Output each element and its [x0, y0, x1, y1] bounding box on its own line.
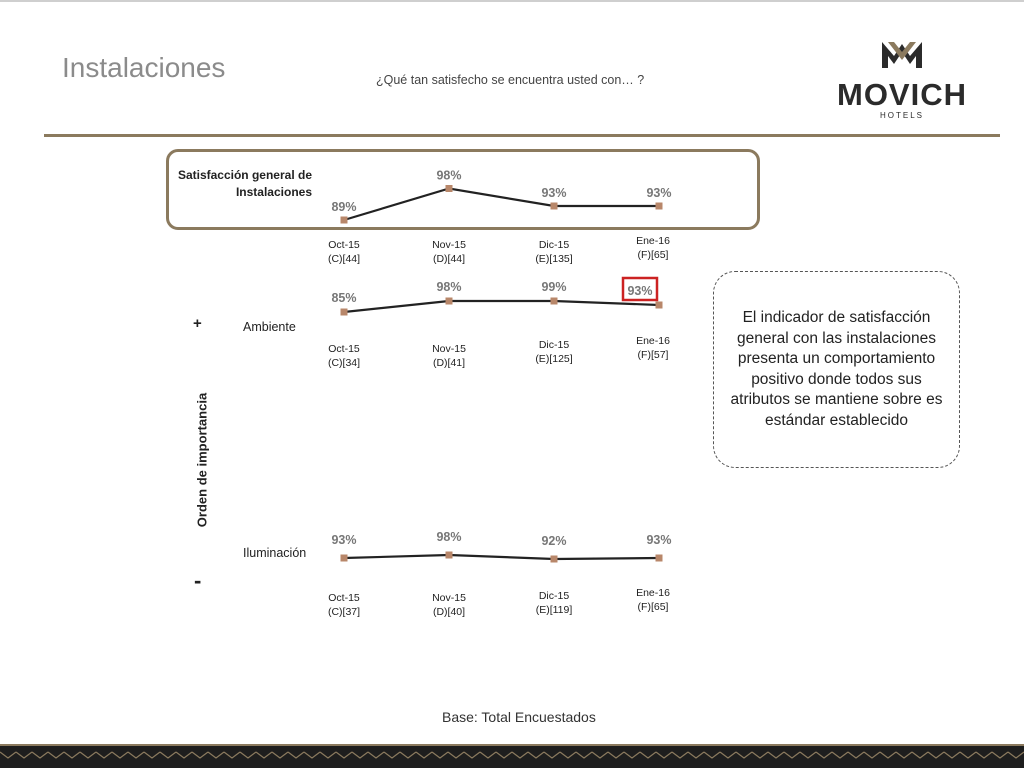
- logo-subtext: HOTELS: [879, 111, 925, 120]
- row-label-ambiente: Ambiente: [243, 320, 296, 334]
- category-count-1-3: (F)[57]: [637, 349, 669, 361]
- category-label-0-2: Dic-15: [538, 239, 570, 251]
- category-count-0-1: (D)[44]: [432, 253, 466, 265]
- series-line-1: [344, 301, 659, 312]
- category-label-2-0: Oct-15: [328, 592, 360, 604]
- category-count-0-0: (C)[44]: [327, 253, 361, 265]
- category-label-0-0: Oct-15: [328, 239, 360, 251]
- decorative-footer-band: [0, 744, 1024, 768]
- data-label-1-0: 85%: [331, 291, 357, 305]
- data-point-2-1: [446, 552, 453, 559]
- data-point-1-1: [446, 298, 453, 305]
- data-point-0-2: [551, 203, 558, 210]
- data-point-0-1: [446, 185, 453, 192]
- data-label-1-1: 98%: [436, 280, 462, 294]
- data-point-1-3: [656, 302, 663, 309]
- category-label-0-3: Ene-16: [636, 235, 670, 247]
- data-point-1-0: [341, 309, 348, 316]
- data-point-2-0: [341, 555, 348, 562]
- category-count-1-2: (E)[125]: [535, 353, 573, 365]
- category-label-1-3: Ene-16: [636, 335, 670, 347]
- logo-wordmark: MOVICH: [837, 77, 967, 112]
- category-label-1-2: Dic-15: [538, 339, 570, 351]
- category-label-1-1: Nov-15: [432, 343, 466, 355]
- data-label-0-1: 98%: [436, 168, 462, 183]
- row-label-iluminacion: Iluminación: [243, 546, 307, 560]
- survey-question: ¿Qué tan satisfecho se encuentra usted con… ?: [376, 73, 645, 87]
- category-label-2-2: Dic-15: [538, 590, 570, 602]
- data-point-2-2: [551, 556, 558, 563]
- data-label-0-0: 89%: [331, 200, 357, 214]
- plus-sign: +: [193, 315, 202, 332]
- category-label-0-1: Nov-15: [432, 239, 466, 251]
- data-label-1-3: 93%: [627, 284, 653, 298]
- data-point-2-3: [656, 555, 663, 562]
- category-count-1-0: (C)[34]: [327, 357, 361, 369]
- category-count-2-1: (D)[40]: [432, 606, 466, 618]
- series-line-0: [344, 189, 659, 221]
- data-label-2-2: 92%: [541, 534, 567, 548]
- category-count-2-2: (E)[119]: [535, 604, 573, 616]
- data-point-0-3: [656, 203, 663, 210]
- series-line-2: [344, 555, 659, 559]
- base-note: Base: Total Encuestados: [442, 709, 596, 725]
- data-point-0-0: [341, 217, 348, 224]
- importance-axis-label: Orden de importancia: [194, 392, 210, 528]
- category-label-1-0: Oct-15: [328, 343, 360, 355]
- data-label-0-3: 93%: [646, 186, 672, 200]
- data-label-2-3: 93%: [646, 533, 672, 547]
- overall-satisfaction-label: Satisfacción general de Instalaciones: [177, 168, 312, 199]
- minus-sign: -: [194, 568, 202, 593]
- category-count-0-3: (F)[65]: [637, 249, 669, 261]
- category-count-2-3: (F)[65]: [637, 601, 669, 613]
- category-label-2-1: Nov-15: [432, 592, 466, 604]
- category-count-1-1: (D)[41]: [432, 357, 466, 369]
- insight-callout: El indicador de satisfacción general con las instalaciones presenta un comportamiento positivo donde todos sus atributos se mantiene sobre es estándar establecido: [713, 271, 960, 468]
- category-count-0-2: (E)[135]: [535, 253, 573, 265]
- data-label-0-2: 93%: [541, 186, 567, 200]
- page-title: Instalaciones: [62, 52, 226, 83]
- data-label-1-2: 99%: [541, 280, 567, 294]
- data-point-1-2: [551, 298, 558, 305]
- category-count-2-0: (C)[37]: [327, 606, 361, 618]
- data-label-2-0: 93%: [331, 533, 357, 547]
- data-label-2-1: 98%: [436, 530, 462, 544]
- category-label-2-3: Ene-16: [636, 587, 670, 599]
